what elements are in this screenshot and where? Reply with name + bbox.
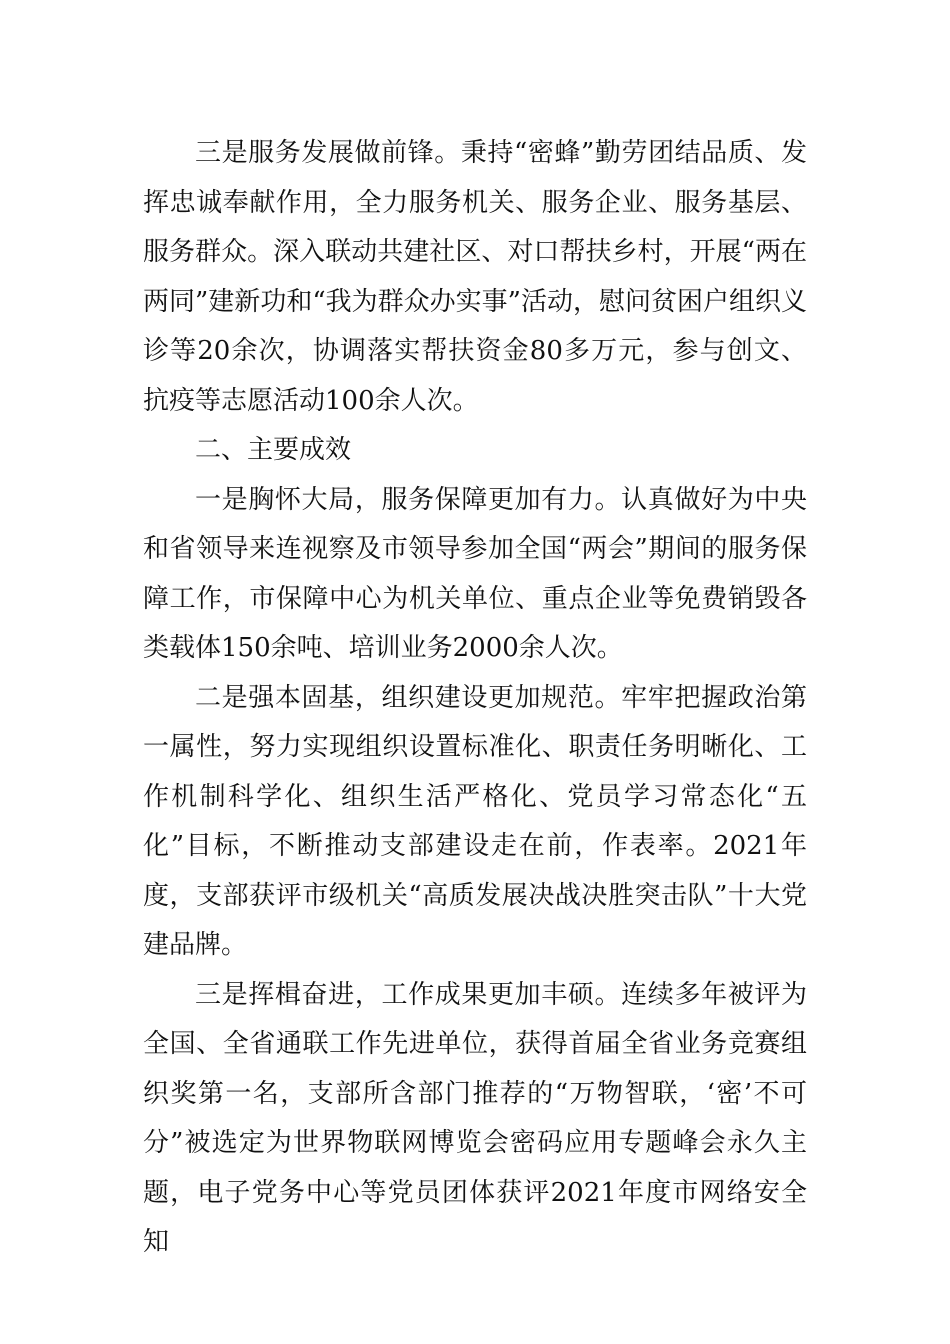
paragraph-service-development: 三是服务发展做前锋。秉持“密蜂”勤劳团结品质、发挥忠诚奉献作用，全力服务机关、服务企业、服务基层、服务群众。深入联动共建社区、对口帮扶乡村，开展“两在两同”建新功和“我为群众办实事”活动，慰问贫困户组织义诊等20余次，协调落实帮扶资金80多万元，参与创文、抗疫等志愿活动100余人次。: [143, 138, 807, 416]
document-body: [143, 129, 807, 1268]
paragraph-result-one: 一是胸怀大局，服务保障更加有力。认真做好为中央和省领导来连视察及市领导参加全国“两会”期间的服务保障工作，市保障中心为机关单位、重点企业等免费销毁各类载体150余吨、培训业务2000余人次。: [143, 484, 807, 663]
paragraph-result-two: 二是强本固基，组织建设更加规范。牢牢把握政治第一属性，努力实现组织设置标准化、职责任务明晰化、工作机制科学化、组织生活严格化、党员学习常态化“五化”目标，不断推动支部建设走在前，作表率。2021年度，支部获评市级机关“高质发展决战决胜突击队”十大党建品牌。: [143, 682, 807, 960]
paragraph-result-three: 三是挥楫奋进，工作成果更加丰硕。连续多年被评为全国、全省通联工作先进单位，获得首届全省业务竞赛组织奖第一名，支部所含部门推荐的“万物智联，‘密’不可分”被选定为世界物联网博览会密码应用专题峰会永久主题，电子党务中心等党员团体获评2021年度市网络安全知: [143, 979, 807, 1257]
section-heading-main-results: 二、主要成效: [195, 435, 352, 465]
